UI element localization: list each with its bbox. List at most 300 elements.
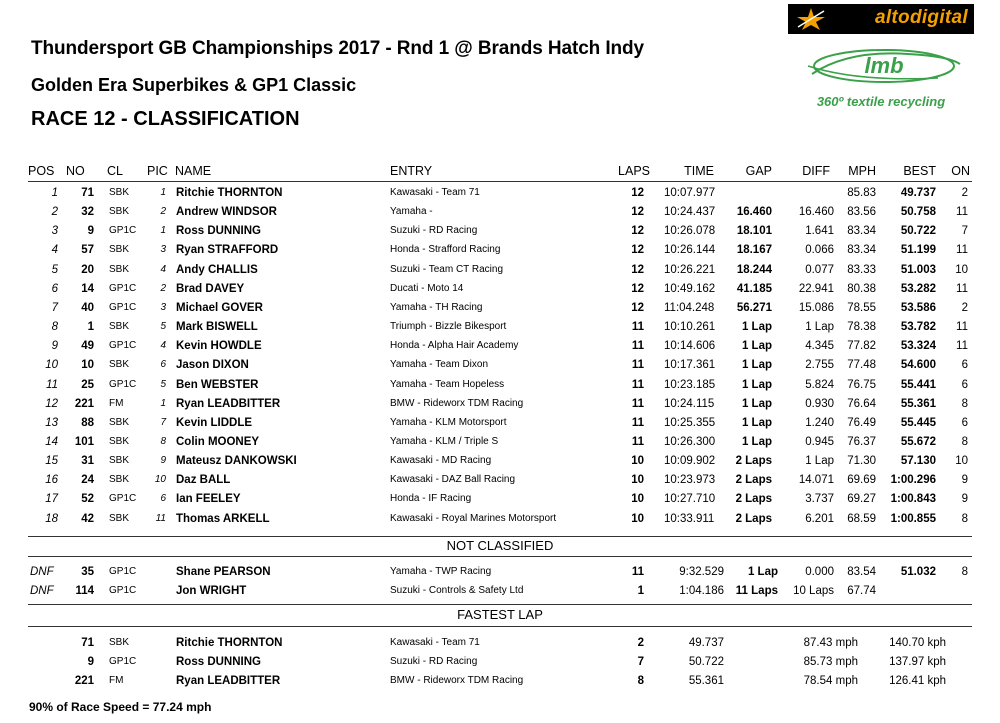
gap-cell: 18.167 — [736, 244, 772, 256]
number-cell: 31 — [81, 455, 94, 467]
entry-cell: Kawasaki - MD Racing — [390, 455, 492, 466]
class-cell: SBK — [109, 513, 130, 524]
number-cell: 221 — [74, 675, 94, 687]
mph-cell: 83.34 — [847, 244, 876, 256]
best-on-lap-cell: 11 — [956, 321, 968, 333]
best-lap-cell: 1:00.855 — [890, 513, 936, 525]
entry-cell: Kawasaki - Team 71 — [390, 637, 480, 648]
rider-name-cell: Ben WEBSTER — [176, 379, 259, 391]
gap-cell: 1 Lap — [741, 359, 772, 371]
entry-cell: Yamaha - Team Dixon — [390, 359, 489, 370]
time-cell: 10:10.261 — [664, 321, 716, 333]
lap-number-cell: 2 — [637, 637, 644, 649]
pic-cell: 2 — [160, 283, 166, 294]
best-on-lap-cell: 10 — [955, 455, 968, 467]
gap-cell: 41.185 — [736, 283, 772, 295]
entry-cell: Suzuki - RD Racing — [390, 656, 478, 667]
pos-cell: 12 — [45, 398, 58, 410]
number-cell: 24 — [81, 474, 94, 486]
page-subtitle: Golden Era Superbikes & GP1 Classic — [31, 75, 357, 95]
column-header-pic: PIC — [147, 164, 168, 178]
column-header-best: BEST — [903, 164, 936, 178]
laps-cell: 11 — [631, 359, 644, 371]
class-cell: GP1C — [109, 340, 137, 351]
mph-cell: 76.37 — [847, 436, 876, 448]
gap-cell: 1 Lap — [747, 566, 778, 578]
entry-cell: Yamaha - — [390, 206, 433, 217]
column-header-on: ON — [951, 164, 970, 178]
kph-cell: 140.70 kph — [889, 637, 946, 649]
time-cell: 9:32.529 — [679, 566, 724, 578]
best-on-lap-cell: 8 — [961, 513, 968, 525]
laps-cell: 12 — [631, 244, 644, 256]
race-speed-footer: 90% of Race Speed = 77.24 mph — [29, 700, 212, 714]
laps-cell: 11 — [631, 436, 644, 448]
race-title: RACE 12 - CLASSIFICATION — [31, 108, 300, 130]
fastest-lap-divider-bottom — [28, 626, 972, 627]
mph-cell: 76.64 — [847, 398, 876, 410]
rider-name-cell: Michael GOVER — [176, 302, 263, 314]
rider-name-cell: Jason DIXON — [176, 359, 249, 371]
number-cell: 9 — [87, 225, 94, 237]
class-cell: SBK — [109, 244, 130, 255]
class-cell: GP1C — [109, 493, 137, 504]
best-on-lap-cell: 10 — [955, 264, 968, 276]
best-lap-cell: 49.737 — [900, 187, 936, 199]
not-classified-divider-bottom — [28, 556, 972, 557]
mph-cell: 69.69 — [847, 474, 876, 486]
best-on-lap-cell: 8 — [961, 566, 968, 578]
gap-cell: 1 Lap — [741, 321, 772, 333]
best-lap-cell: 1:00.843 — [890, 493, 936, 505]
time-cell: 10:07.977 — [664, 187, 716, 199]
mph-cell: 85.73 mph — [803, 656, 858, 668]
diff-cell: 10 Laps — [793, 585, 834, 597]
mph-cell: 78.38 — [847, 321, 876, 333]
pic-cell: 4 — [160, 340, 166, 351]
laps-cell: 12 — [631, 225, 644, 237]
lmb-mark-icon — [788, 44, 974, 94]
laps-cell: 11 — [631, 379, 644, 391]
pic-cell: 11 — [155, 513, 166, 524]
gap-cell: 18.101 — [736, 225, 772, 237]
time-cell: 50.722 — [688, 656, 724, 668]
pic-cell: 1 — [160, 225, 166, 236]
lmb-logo — [788, 44, 974, 116]
rider-name-cell: Jon WRIGHT — [176, 585, 247, 597]
best-lap-cell: 57.130 — [900, 455, 936, 467]
time-cell: 55.361 — [688, 675, 724, 687]
best-on-lap-cell: 7 — [961, 225, 968, 237]
pos-cell: 2 — [51, 206, 58, 218]
kph-cell: 137.97 kph — [889, 656, 946, 668]
pic-cell: 6 — [160, 493, 166, 504]
diff-cell: 3.737 — [805, 493, 834, 505]
entry-cell: Yamaha - Team Hopeless — [390, 379, 505, 390]
rider-name-cell: Brad DAVEY — [176, 283, 245, 295]
best-on-lap-cell: 2 — [961, 302, 968, 314]
time-cell: 10:23.973 — [664, 474, 716, 486]
entry-cell: BMW - Rideworx TDM Racing — [390, 398, 524, 409]
class-cell: GP1C — [109, 225, 137, 236]
pos-cell: DNF — [30, 566, 54, 578]
rider-name-cell: Mark BISWELL — [176, 321, 258, 333]
diff-cell: 15.086 — [798, 302, 834, 314]
laps-cell: 12 — [631, 283, 644, 295]
pos-cell: DNF — [30, 585, 54, 597]
rider-name-cell: Ryan STRAFFORD — [176, 244, 279, 256]
class-cell: GP1C — [109, 379, 137, 390]
laps-cell: 12 — [631, 187, 644, 199]
number-cell: 57 — [81, 244, 94, 256]
entry-cell: Kawasaki - Royal Marines Motorsport — [390, 513, 557, 524]
column-header-name: NAME — [175, 164, 212, 178]
best-on-lap-cell: 6 — [961, 379, 968, 391]
column-header-cl: CL — [107, 164, 123, 178]
time-cell: 11:04.248 — [664, 302, 715, 314]
class-cell: GP1C — [109, 566, 137, 577]
altodigital-logo — [788, 4, 974, 34]
column-header-time: TIME — [684, 164, 714, 178]
rider-name-cell: Ross DUNNING — [176, 225, 261, 237]
best-on-lap-cell: 11 — [956, 340, 968, 352]
laps-cell: 11 — [631, 417, 644, 429]
class-cell: GP1C — [109, 656, 137, 667]
pic-cell: 4 — [160, 264, 166, 275]
best-lap-cell: 55.441 — [900, 379, 936, 391]
time-cell: 10:25.355 — [664, 417, 716, 429]
best-on-lap-cell: 11 — [956, 244, 968, 256]
diff-cell: 0.945 — [805, 436, 834, 448]
class-cell: SBK — [109, 436, 130, 447]
gap-cell: 11 Laps — [735, 585, 778, 597]
laps-cell: 10 — [631, 455, 644, 467]
number-cell: 221 — [74, 398, 94, 410]
number-cell: 71 — [81, 637, 94, 649]
best-lap-cell: 51.003 — [900, 264, 936, 276]
number-cell: 35 — [81, 566, 94, 578]
time-cell: 10:26.300 — [664, 436, 716, 448]
entry-cell: Yamaha - TH Racing — [390, 302, 483, 313]
number-cell: 71 — [81, 187, 94, 199]
pos-cell: 7 — [51, 302, 58, 314]
pic-cell: 8 — [160, 436, 166, 447]
mph-cell: 77.82 — [847, 340, 876, 352]
rider-name-cell: Ryan LEADBITTER — [176, 398, 281, 410]
best-lap-cell: 1:00.296 — [890, 474, 936, 486]
mph-cell: 69.27 — [847, 493, 876, 505]
laps-cell: 12 — [631, 302, 644, 314]
best-on-lap-cell: 6 — [961, 417, 968, 429]
time-cell: 10:26.144 — [664, 244, 716, 256]
gap-cell: 18.244 — [736, 264, 772, 276]
time-cell: 10:23.185 — [664, 379, 716, 391]
diff-cell: 0.077 — [805, 264, 834, 276]
class-cell: SBK — [109, 455, 130, 466]
class-cell: SBK — [109, 359, 130, 370]
class-cell: SBK — [109, 206, 130, 217]
best-lap-cell: 55.361 — [900, 398, 936, 410]
diff-cell: 1 Lap — [805, 455, 834, 467]
gap-cell: 56.271 — [736, 302, 772, 314]
pic-cell: 5 — [160, 321, 166, 332]
entry-cell: Suzuki - Controls & Safety Ltd — [390, 585, 524, 596]
time-cell: 1:04.186 — [679, 585, 724, 597]
rider-name-cell: Andy CHALLIS — [176, 264, 258, 276]
entry-cell: Suzuki - Team CT Racing — [390, 264, 504, 275]
class-cell: SBK — [109, 474, 130, 485]
best-lap-cell: 51.032 — [900, 566, 936, 578]
page-title: Thundersport GB Championships 2017 - Rnd 1 @ Brands Hatch Indy — [31, 38, 645, 59]
pic-cell: 1 — [160, 187, 166, 198]
pos-cell: 10 — [45, 359, 58, 371]
mph-cell: 78.55 — [847, 302, 876, 314]
number-cell: 10 — [81, 359, 94, 371]
best-lap-cell: 55.445 — [900, 417, 936, 429]
mph-cell: 76.49 — [847, 417, 876, 429]
number-cell: 42 — [81, 513, 94, 525]
entry-cell: Yamaha - KLM / Triple S — [390, 436, 499, 447]
number-cell: 40 — [81, 302, 94, 314]
diff-cell: 0.930 — [805, 398, 834, 410]
entry-cell: Triumph - Bizzle Bikesport — [390, 321, 507, 332]
diff-cell: 1 Lap — [805, 321, 834, 333]
pos-cell: 6 — [51, 283, 58, 295]
entry-cell: BMW - Rideworx TDM Racing — [390, 675, 524, 686]
gap-cell: 1 Lap — [741, 340, 772, 352]
column-header-mph: MPH — [848, 164, 876, 178]
rider-name-cell: Mateusz DANKOWSKI — [176, 455, 297, 467]
class-cell: FM — [109, 398, 124, 409]
time-cell: 49.737 — [688, 637, 724, 649]
lmb-wordmark: lmb — [864, 53, 904, 78]
laps-cell: 11 — [631, 321, 644, 333]
class-cell: SBK — [109, 637, 130, 648]
pic-cell: 10 — [154, 474, 166, 485]
best-lap-cell: 50.758 — [900, 206, 936, 218]
lmb-tagline: 360º textile recycling — [816, 94, 946, 109]
mph-cell: 83.54 — [847, 566, 876, 578]
laps-cell: 12 — [631, 264, 644, 276]
header-divider — [28, 181, 972, 182]
gap-cell: 2 Laps — [735, 493, 772, 505]
number-cell: 114 — [75, 585, 94, 597]
pos-cell: 14 — [45, 436, 58, 448]
time-cell: 10:24.115 — [664, 398, 715, 410]
number-cell: 52 — [81, 493, 94, 505]
pos-cell: 1 — [51, 187, 58, 199]
mph-cell: 83.56 — [847, 206, 876, 218]
diff-cell: 0.066 — [805, 244, 834, 256]
mph-cell: 78.54 mph — [803, 675, 858, 687]
fastest-lap-heading: FASTEST LAP — [457, 607, 543, 622]
mph-cell: 71.30 — [847, 455, 876, 467]
laps-cell: 10 — [631, 493, 644, 505]
best-lap-cell: 53.782 — [900, 321, 936, 333]
pic-cell: 3 — [160, 302, 166, 313]
time-cell: 10:49.162 — [664, 283, 716, 295]
lap-number-cell: 7 — [637, 656, 644, 668]
laps-cell: 10 — [631, 513, 644, 525]
diff-cell: 14.071 — [798, 474, 834, 486]
best-on-lap-cell: 2 — [961, 187, 968, 199]
entry-cell: Yamaha - TWP Racing — [390, 566, 492, 577]
column-header-no: NO — [66, 164, 85, 178]
pos-cell: 15 — [45, 455, 58, 467]
time-cell: 10:09.902 — [664, 455, 716, 467]
mph-cell: 68.59 — [847, 513, 876, 525]
laps-cell: 11 — [631, 566, 644, 578]
rider-name-cell: Ross DUNNING — [176, 656, 261, 668]
rider-name-cell: Ian FEELEY — [176, 493, 241, 505]
class-cell: SBK — [109, 264, 130, 275]
mph-cell: 83.33 — [847, 264, 876, 276]
not-classified-heading: NOT CLASSIFIED — [446, 538, 554, 553]
gap-cell: 1 Lap — [741, 398, 772, 410]
rider-name-cell: Colin MOONEY — [176, 436, 260, 448]
diff-cell: 1.240 — [805, 417, 834, 429]
best-lap-cell: 53.586 — [900, 302, 936, 314]
gap-cell: 1 Lap — [741, 417, 772, 429]
entry-cell: Ducati - Moto 14 — [390, 283, 464, 294]
laps-cell: 12 — [631, 206, 644, 218]
best-on-lap-cell: 6 — [961, 359, 968, 371]
pos-cell: 18 — [45, 513, 58, 525]
best-on-lap-cell: 8 — [961, 398, 968, 410]
lap-number-cell: 8 — [637, 675, 644, 687]
rider-name-cell: Daz BALL — [176, 474, 231, 486]
best-lap-cell: 50.722 — [900, 225, 936, 237]
mph-cell: 76.75 — [847, 379, 876, 391]
pos-cell: 4 — [51, 244, 58, 256]
mph-cell: 85.83 — [847, 187, 876, 199]
entry-cell: Suzuki - RD Racing — [390, 225, 478, 236]
best-lap-cell: 53.282 — [900, 283, 936, 295]
entry-cell: Yamaha - KLM Motorsport — [390, 417, 507, 428]
diff-cell: 6.201 — [805, 513, 834, 525]
time-cell: 10:17.361 — [664, 359, 716, 371]
mph-cell: 77.48 — [847, 359, 876, 371]
gap-cell: 1 Lap — [741, 436, 772, 448]
entry-cell: Kawasaki - Team 71 — [390, 187, 480, 198]
number-cell: 49 — [81, 340, 94, 352]
best-on-lap-cell: 11 — [956, 206, 968, 218]
class-cell: GP1C — [109, 283, 137, 294]
rider-name-cell: Ritchie THORNTON — [176, 187, 283, 199]
pos-cell: 9 — [51, 340, 58, 352]
pos-cell: 3 — [51, 225, 58, 237]
diff-cell: 22.941 — [798, 283, 834, 295]
rider-name-cell: Kevin HOWDLE — [176, 340, 262, 352]
diff-cell: 0.000 — [805, 566, 834, 578]
kph-cell: 126.41 kph — [889, 675, 946, 687]
best-lap-cell: 55.672 — [900, 436, 936, 448]
pic-cell: 6 — [160, 359, 166, 370]
pos-cell: 17 — [45, 493, 58, 505]
time-cell: 10:33.911 — [664, 513, 715, 525]
entry-cell: Honda - IF Racing — [390, 493, 472, 504]
pic-cell: 2 — [160, 206, 166, 217]
pos-cell: 16 — [45, 474, 58, 486]
gap-cell: 2 Laps — [735, 513, 772, 525]
time-cell: 10:14.606 — [664, 340, 716, 352]
class-cell: SBK — [109, 321, 130, 332]
rider-name-cell: Shane PEARSON — [176, 566, 271, 578]
column-header-entry: ENTRY — [390, 164, 433, 178]
diff-cell: 4.345 — [805, 340, 834, 352]
pic-cell: 5 — [160, 379, 166, 390]
rider-name-cell: Thomas ARKELL — [176, 513, 270, 525]
diff-cell: 2.755 — [805, 359, 834, 371]
best-on-lap-cell: 9 — [961, 474, 968, 486]
mph-cell: 80.38 — [847, 283, 876, 295]
column-header-pos: POS — [28, 164, 55, 178]
class-cell: SBK — [109, 417, 130, 428]
rider-name-cell: Andrew WINDSOR — [176, 206, 277, 218]
column-header-gap: GAP — [745, 164, 772, 178]
laps-cell: 11 — [631, 398, 644, 410]
mph-cell: 83.34 — [847, 225, 876, 237]
number-cell: 101 — [74, 436, 94, 448]
pic-cell: 7 — [160, 417, 166, 428]
laps-cell: 10 — [631, 474, 644, 486]
number-cell: 88 — [81, 417, 94, 429]
pos-cell: 11 — [46, 379, 58, 391]
entry-cell: Honda - Strafford Racing — [390, 244, 501, 255]
mph-cell: 87.43 mph — [803, 637, 858, 649]
time-cell: 10:24.437 — [664, 206, 716, 218]
gap-cell: 1 Lap — [741, 379, 772, 391]
column-header-laps: LAPS — [618, 164, 650, 178]
laps-cell: 11 — [631, 340, 644, 352]
number-cell: 1 — [87, 321, 94, 333]
pic-cell: 1 — [160, 398, 166, 409]
laps-cell: 1 — [637, 585, 644, 597]
entry-cell: Honda - Alpha Hair Academy — [390, 340, 519, 351]
class-cell: GP1C — [109, 585, 137, 596]
rider-name-cell: Kevin LIDDLE — [176, 417, 253, 429]
altodigital-wordmark: altodigital — [874, 7, 968, 28]
number-cell: 32 — [81, 206, 94, 218]
mph-cell: 67.74 — [847, 585, 876, 597]
number-cell: 9 — [87, 656, 94, 668]
gap-cell: 2 Laps — [735, 474, 772, 486]
entry-cell: Kawasaki - DAZ Ball Racing — [390, 474, 516, 485]
diff-cell: 16.460 — [798, 206, 834, 218]
gap-cell: 16.460 — [736, 206, 772, 218]
number-cell: 25 — [81, 379, 94, 391]
rider-name-cell: Ryan LEADBITTER — [176, 675, 281, 687]
number-cell: 14 — [81, 283, 94, 295]
number-cell: 20 — [81, 264, 94, 276]
time-cell: 10:26.078 — [664, 225, 716, 237]
best-lap-cell: 53.324 — [900, 340, 936, 352]
best-on-lap-cell: 11 — [956, 283, 968, 295]
pos-cell: 5 — [51, 264, 58, 276]
pos-cell: 13 — [45, 417, 58, 429]
best-on-lap-cell: 8 — [961, 436, 968, 448]
best-lap-cell: 54.600 — [900, 359, 936, 371]
star-icon — [796, 7, 826, 31]
diff-cell: 1.641 — [805, 225, 834, 237]
gap-cell: 2 Laps — [735, 455, 772, 467]
pos-cell: 8 — [51, 321, 58, 333]
rider-name-cell: Ritchie THORNTON — [176, 637, 283, 649]
column-header-diff: DIFF — [802, 164, 830, 178]
time-cell: 10:27.710 — [664, 493, 716, 505]
best-on-lap-cell: 9 — [961, 493, 968, 505]
class-cell: FM — [109, 675, 124, 686]
